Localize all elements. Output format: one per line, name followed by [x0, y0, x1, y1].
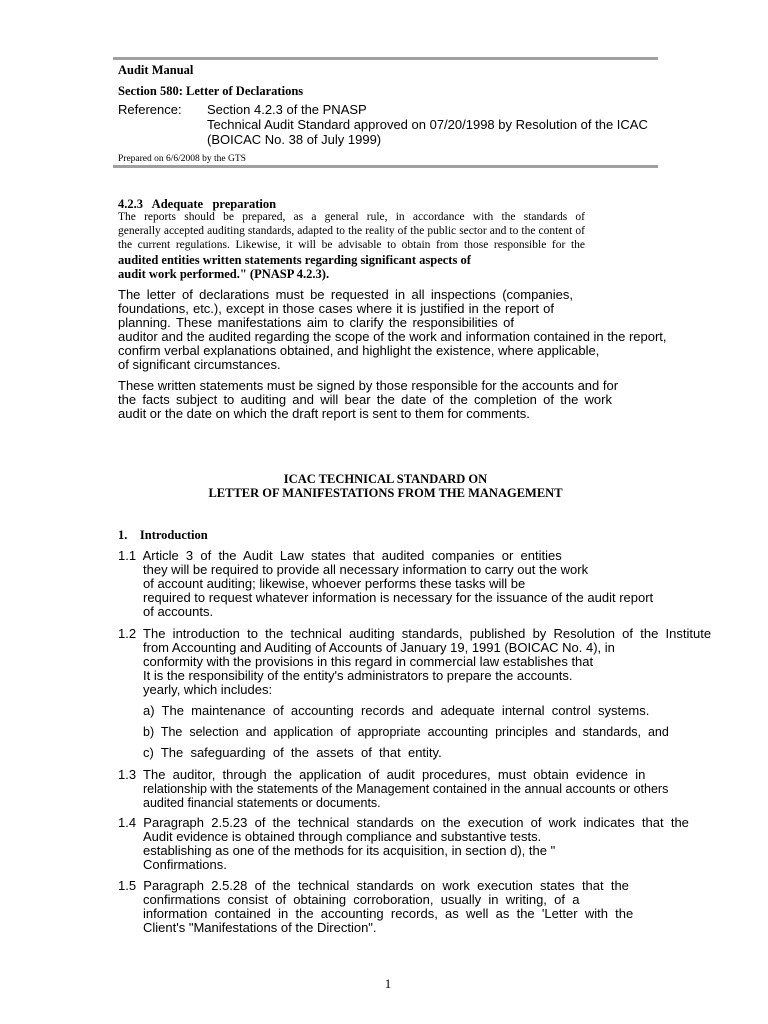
paragraph-line: the facts subject to auditing and will bear the date of the completion of the work [118, 392, 612, 407]
paragraph-line: These written statements must be signed by those responsible for the accounts and for [118, 378, 619, 393]
reference-line: (BOICAC No. 38 of July 1999) [207, 132, 382, 147]
page-number: 1 [384, 976, 392, 991]
paragraph-1-4-line: establishing as one of the methods for its acquisition, in section d), the " [143, 843, 556, 858]
standard-subtitle: LETTER OF MANIFESTATIONS FROM THE MANAGEMENT [208, 486, 563, 500]
quote-bold-line: audit work performed." (PNASP 4.2.3). [118, 267, 330, 281]
list-item: c) The safeguarding of the assets of that entity. [143, 745, 442, 760]
paragraph-1-2-line: conformity with the provisions in this regard in commercial law establishes that [143, 654, 594, 669]
section-title: Section 580: Letter of Declarations [118, 84, 304, 98]
section-423-heading: 4.2.3 Adequate preparation [118, 197, 277, 211]
paragraph-line: audit or the date on which the draft report is sent to them for comments. [118, 406, 530, 421]
quote-line: generally accepted auditing standards, adapted to the reality of the public sector and to the content of [118, 225, 585, 237]
paragraph-line: confirm verbal explanations obtained, and highlight the existence, where applicable, [118, 343, 600, 358]
introduction-heading: 1. Introduction [118, 528, 208, 542]
paragraph-1-4-line: Audit evidence is obtained through compliance and substantive tests. [143, 829, 542, 844]
paragraph-1-3-line: audited financial statements or documents. [143, 796, 381, 810]
paragraph-line: planning. These manifestations aim to clarify the responsibilities of [118, 315, 514, 330]
standard-title: ICAC TECHNICAL STANDARD ON [283, 472, 488, 486]
paragraph-1-2-line: from Accounting and Auditing of Accounts of January 19, 1991 (BOICAC No. 4), in [143, 640, 615, 655]
paragraph-1-2-line: It is the responsibility of the entity's administrators to prepare the accounts. [143, 668, 573, 683]
prepared-note: Prepared on 6/6/2008 by the GTS [118, 154, 246, 164]
quote-line: the current regulations. Likewise, it will be advisable to obtain from those responsible for the [118, 239, 585, 251]
quote-bold-line: audited entities written statements regarding significant aspects of [118, 253, 471, 267]
reference-line: Technical Audit Standard approved on 07/20/1998 by Resolution of the ICAC [207, 117, 648, 132]
header-bottom-rule [113, 165, 658, 168]
paragraph-line: The letter of declarations must be requested in all inspections (companies, [118, 287, 573, 302]
paragraph-1-1-line: 1.1 Article 3 of the Audit Law states that audited companies or entities [118, 548, 562, 563]
paragraph-1-2-line: 1.2 The introduction to the technical auditing standards, published by Resolution of the Institute [118, 626, 712, 641]
paragraph-1-5-line: confirmations consist of obtaining corroboration, usually in writing, of a [143, 892, 580, 907]
paragraph-line: of significant circumstances. [118, 357, 281, 372]
list-item: a) The maintenance of accounting records and adequate internal control systems. [143, 703, 650, 718]
paragraph-1-1-line: required to request whatever information is necessary for the issuance of the audit report [143, 590, 654, 605]
paragraph-1-3-line: 1.3 The auditor, through the application of audit procedures, must obtain evidence in [118, 767, 646, 782]
paragraph-1-2-line: yearly, which includes: [143, 682, 273, 697]
paragraph-1-5-line: 1.5 Paragraph 2.5.28 of the technical standards on work execution states that the [118, 878, 629, 893]
paragraph-1-5-line: information contained in the accounting records, as well as the 'Letter with the [143, 906, 634, 921]
paragraph-1-4-line: 1.4 Paragraph 2.5.23 of the technical standards on the execution of work indicates that the [118, 815, 689, 830]
paragraph-1-5-line: Client's "Manifestations of the Direction". [143, 920, 377, 935]
reference-line: Section 4.2.3 of the PNASP [207, 102, 367, 117]
paragraph-line: auditor and the audited regarding the scope of the work and information contained in the report, [118, 329, 667, 344]
header-top-rule [113, 57, 658, 60]
paragraph-1-3-line: relationship with the statements of the Management contained in the annual accounts or others [143, 782, 669, 796]
paragraph-1-4-line: Confirmations. [143, 857, 227, 872]
paragraph-1-1-line: of account auditing; likewise, whoever performs these tasks will be [143, 576, 526, 591]
quote-line: The reports should be prepared, as a general rule, in accordance with the standards of [118, 211, 585, 223]
list-item: b) The selection and application of appropriate accounting principles and standards, and [143, 725, 669, 739]
paragraph-line: foundations, etc.), except in those cases where it is justified in the report of [118, 301, 554, 316]
reference-label: Reference: [118, 102, 182, 117]
paragraph-1-1-line: of accounts. [143, 604, 214, 619]
manual-title: Audit Manual [118, 63, 194, 77]
paragraph-1-1-line: they will be required to provide all necessary information to carry out the work [143, 562, 589, 577]
